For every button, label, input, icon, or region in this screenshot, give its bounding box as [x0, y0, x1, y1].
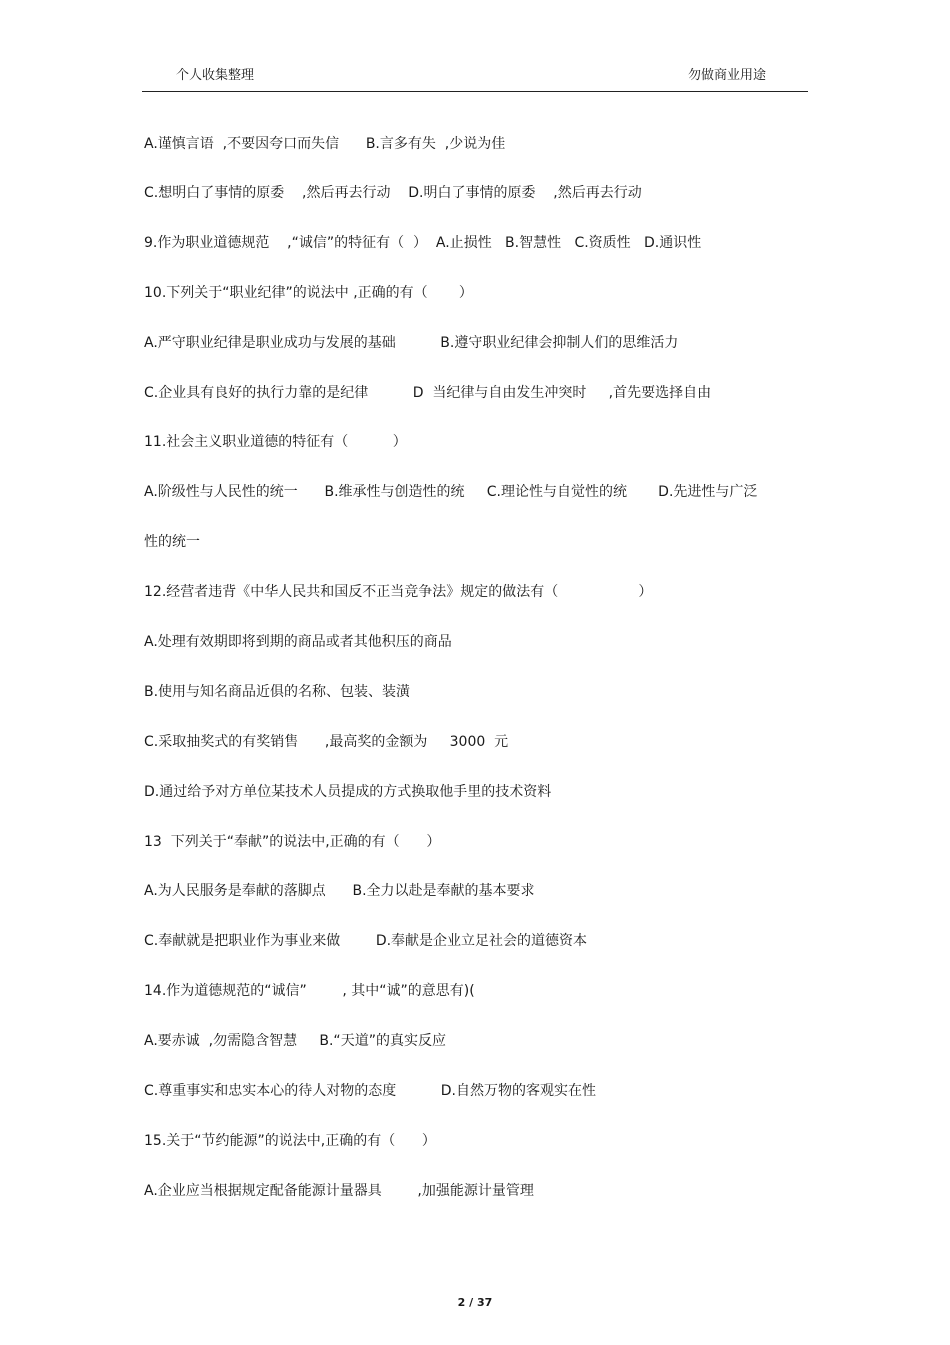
question-text-line: 9.作为职业道德规范 ,“诚信”的特征有（ ） A.止损性 B.智慧性 C.资质性 D.通识性 [144, 235, 702, 251]
question-text-line: C.采取抽奖式的有奖销售 ,最高奖的金额为 3000 元 [144, 734, 509, 750]
question-text-line: 11.社会主义职业道德的特征有（ ） [144, 434, 407, 450]
page-total: 37 [477, 1296, 493, 1309]
question-text-line: A.企业应当根据规定配备能源计量器具 ,加强能源计量管理 [144, 1183, 534, 1199]
header-right-text: 勿做商业用途 [688, 68, 767, 83]
page-current: 2 [457, 1296, 466, 1309]
question-text-line: 10.下列关于“职业纪律”的说法中 ,正确的有（ ） [144, 285, 473, 301]
page-separator: / [469, 1296, 474, 1309]
question-text-line: 13 下列关于“奉献”的说法中,正确的有（ ） [144, 834, 441, 850]
question-text-line: 15.关于“节约能源”的说法中,正确的有（ ） [144, 1133, 436, 1149]
question-text-line: 性的统一 [144, 534, 200, 550]
question-text-line: A.谨慎言语 ,不要因夸口而失信 B.言多有失 ,少说为佳 [144, 136, 506, 152]
question-text-line: A.严守职业纪律是职业成功与发展的基础 B.遵守职业纪律会抑制人们的思维活力 [144, 335, 679, 351]
question-text-line: D.通过给予对方单位某技术人员提成的方式换取他手里的技术资料 [144, 784, 552, 800]
question-text-line: C.企业具有良好的执行力靠的是纪律 D 当纪律与自由发生冲突时 ,首先要选择自由 [144, 385, 712, 401]
header-divider [142, 91, 808, 92]
question-text-line: C.奉献就是把职业作为事业来做 D.奉献是企业立足社会的道德资本 [144, 933, 588, 949]
question-text-line: 14.作为道德规范的“诚信” , 其中“诚”的意思有)( [144, 983, 475, 999]
question-text-line: C.尊重事实和忠实本心的待人对物的态度 D.自然万物的客观实在性 [144, 1083, 596, 1099]
page-number [0, 1296, 950, 1310]
question-text-line: A.处理有效期即将到期的商品或者其他积压的商品 [144, 634, 452, 650]
question-text-line: A.要赤诚 ,勿需隐含智慧 B.“天道”的真实反应 [144, 1033, 446, 1049]
question-text-line: B.使用与知名商品近俱的名称、包装、装潢 [144, 684, 411, 700]
question-text-line: A.为人民服务是奉献的落脚点 B.全力以赴是奉献的基本要求 [144, 883, 535, 899]
question-text-line: A.阶级性与人民性的统一 B.维承性与创造性的统 C.理论性与自觉性的统 D.先进性与广泛 [144, 484, 758, 500]
header-left-text: 个人收集整理 [176, 68, 255, 83]
question-text-line: 12.经营者违背《中华人民共和国反不正当竞争法》规定的做法有（ ） [144, 584, 653, 600]
question-text-line: C.想明白了事情的原委 ,然后再去行动 D.明白了事情的原委 ,然后再去行动 [144, 185, 642, 201]
